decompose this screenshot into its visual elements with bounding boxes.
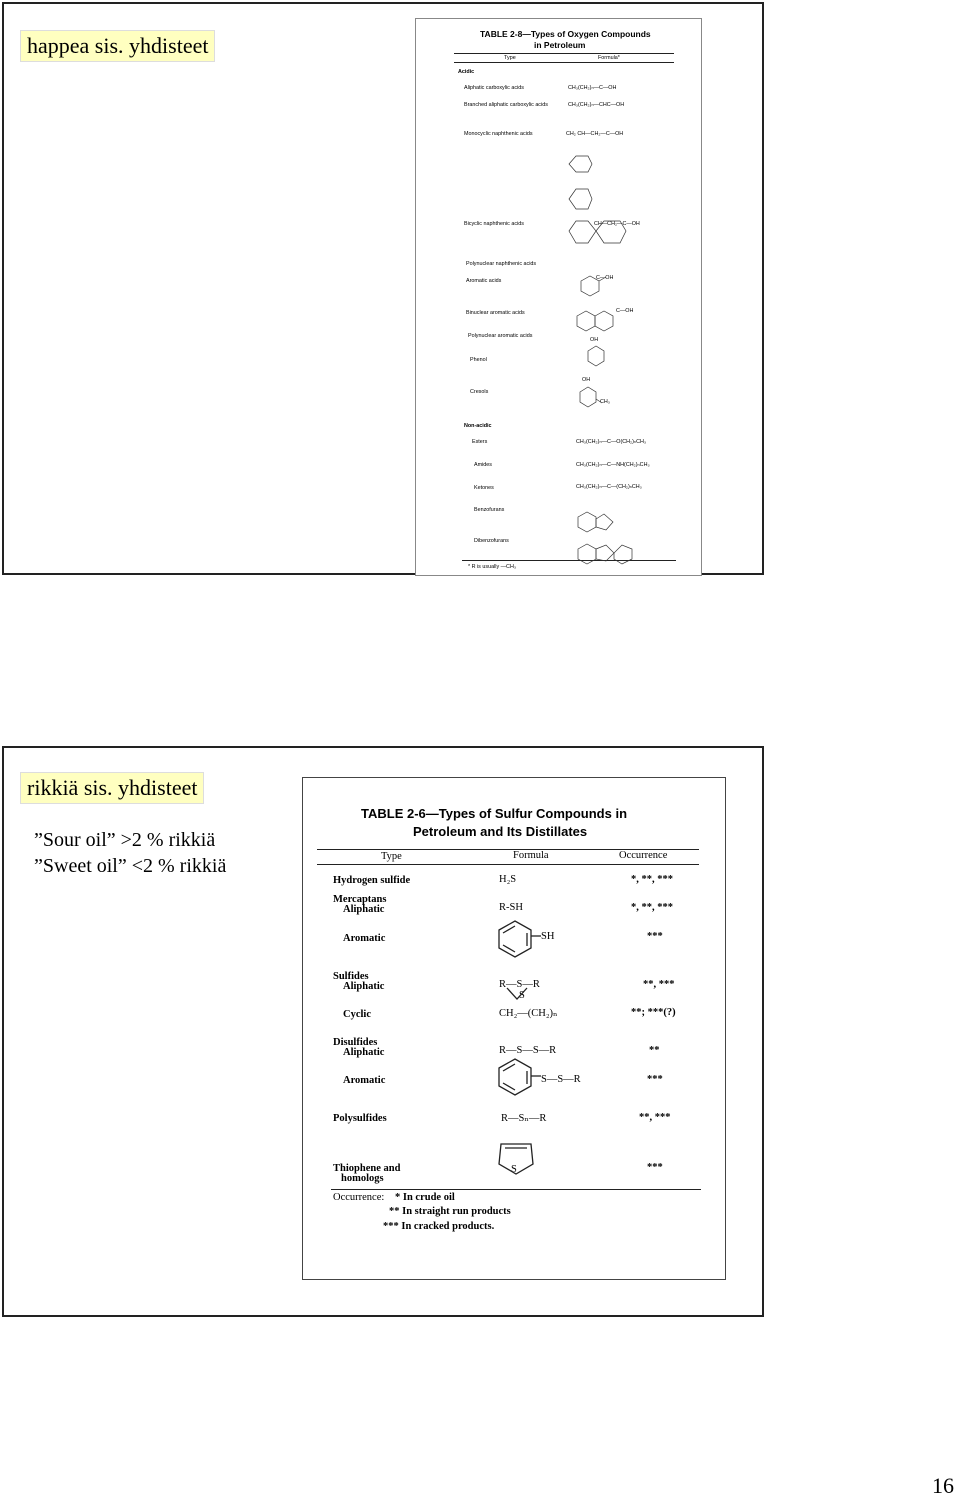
cresol-substituent: CH₃ [600, 399, 610, 405]
row-type: Benzofurans [474, 507, 505, 513]
row-formula: H₂S [499, 874, 517, 885]
thiophene-sulfur: S [511, 1164, 517, 1175]
row-formula: CH₃(CH₂)ₙ—C—(CH₂)ₙCH₃ [576, 484, 642, 490]
structure-drawings [416, 19, 702, 576]
row-occurrence: **, *** [639, 1112, 671, 1123]
row-formula: CH₂ CH—CH₂—C—OH [566, 131, 624, 137]
legend-title: Occurrence: [333, 1192, 385, 1203]
sulfur-compounds-table-scan [302, 777, 726, 1280]
row-type: Hydrogen sulfide [333, 875, 411, 886]
row-occurrence: *, **, *** [631, 902, 673, 913]
row-occurrence: *** [647, 1074, 663, 1085]
row-formula: CH₃(CH₂)ₙ—C—NH(CH₂)ₙCH₃ [576, 462, 650, 468]
row-type: homologs [341, 1173, 384, 1184]
column-type: Type [381, 851, 402, 862]
column-occurrence: Occurrence [619, 850, 668, 861]
row-type: Disulfides [333, 1037, 378, 1048]
row-occurrence: *** [647, 931, 663, 942]
row-type: Cresols [470, 389, 489, 395]
bullet-sour-oil: ”Sour oil” >2 % rikkiä [34, 829, 216, 851]
row-formula: C—OH [596, 275, 614, 281]
row-formula: CH₃(CH₂)ₙ—C—O(CH₂)ₙCH₃ [576, 439, 647, 445]
row-type: Binuclear aromatic acids [466, 310, 525, 316]
legend-item: ** In straight run products [389, 1206, 511, 1217]
row-formula: C—OH [616, 308, 634, 314]
row-occurrence: ** [649, 1045, 660, 1056]
row-formula: OH [590, 337, 599, 343]
table-footnote: * R is usually —CH₃ [468, 564, 517, 570]
row-type: Ketones [474, 485, 494, 491]
row-type: Aliphatic [343, 904, 385, 915]
slide-oxygen-compounds [2, 2, 764, 575]
column-type: Type [504, 55, 516, 61]
structure-drawings [303, 778, 726, 1280]
row-formula: R—S—R [499, 979, 540, 990]
row-type: Amides [474, 462, 492, 468]
row-type: Aliphatic [343, 1047, 385, 1058]
row-formula: CH₃(CH₂)ₙ—C—OH [568, 85, 617, 91]
row-formula: CH₃(CH₂)ₙ—CHC—OH [568, 102, 625, 108]
row-formula: R—S—S—R [499, 1045, 557, 1056]
slide-title: rikkiä sis. yhdisteet [20, 772, 204, 804]
table-heading: TABLE 2-8—Types of Oxygen Compounds [480, 29, 651, 39]
column-formula: Formula* [598, 55, 620, 61]
group-nonacidic: Non-acidic [464, 423, 492, 429]
row-type: Bicyclic naphthenic acids [464, 221, 524, 227]
table-heading: TABLE 2-6—Types of Sulfur Compounds in [361, 806, 628, 821]
row-occurrence: **; ***(?) [631, 1007, 676, 1018]
row-formula: SH [541, 931, 555, 942]
group-acidic: Acidic [458, 69, 475, 75]
row-type: Sulfides [333, 971, 369, 982]
row-formula: S—S—R [541, 1074, 581, 1085]
column-formula: Formula [513, 850, 549, 861]
row-occurrence: *, **, *** [631, 874, 673, 885]
row-type: Aromatic [343, 1075, 386, 1086]
row-type: Mercaptans [333, 894, 387, 905]
row-type: Dibenzofurans [474, 538, 509, 544]
row-formula: OH [582, 377, 591, 383]
row-type: Polynuclear aromatic acids [468, 333, 533, 339]
bullet-sweet-oil: ”Sweet oil” <2 % rikkiä [34, 855, 227, 877]
row-type: Aromatic acids [466, 278, 502, 284]
row-type: Cyclic [343, 1009, 371, 1020]
slide-sulfur-compounds [2, 746, 764, 1317]
legend-item: *** In cracked products. [383, 1221, 495, 1232]
row-type: Branched aliphatic carboxylic acids [464, 102, 548, 108]
row-type: Esters [472, 439, 488, 445]
page-number: 16 [932, 1473, 954, 1498]
table-subheading: in Petroleum [534, 40, 586, 50]
legend-item: * In crude oil [395, 1192, 455, 1203]
slide-title: happea sis. yhdisteet [20, 30, 215, 62]
row-type: Aromatic [343, 933, 386, 944]
row-type: Aliphatic [343, 981, 385, 992]
row-type: Aliphatic carboxylic acids [464, 85, 524, 91]
row-type: Polysulfides [333, 1113, 387, 1124]
row-formula: R—Sₙ—R [501, 1113, 547, 1124]
cyclic-sulfur: S [519, 990, 525, 1001]
row-formula: CH₂—(CH₂)ₙ [499, 1008, 558, 1019]
row-type: Polynuclear naphthenic acids [466, 261, 537, 267]
row-type: Monocyclic naphthenic acids [464, 131, 533, 137]
table-subheading: Petroleum and Its Distillates [413, 824, 588, 839]
row-formula: R-SH [499, 902, 523, 913]
oxygen-compounds-table-scan [415, 18, 702, 576]
row-formula: CH—CH₂—C—OH [594, 221, 640, 227]
row-occurrence: **, *** [643, 979, 675, 990]
row-occurrence: *** [647, 1162, 663, 1173]
row-type: Thiophene and [333, 1163, 401, 1174]
row-type: Phenol [470, 357, 487, 363]
